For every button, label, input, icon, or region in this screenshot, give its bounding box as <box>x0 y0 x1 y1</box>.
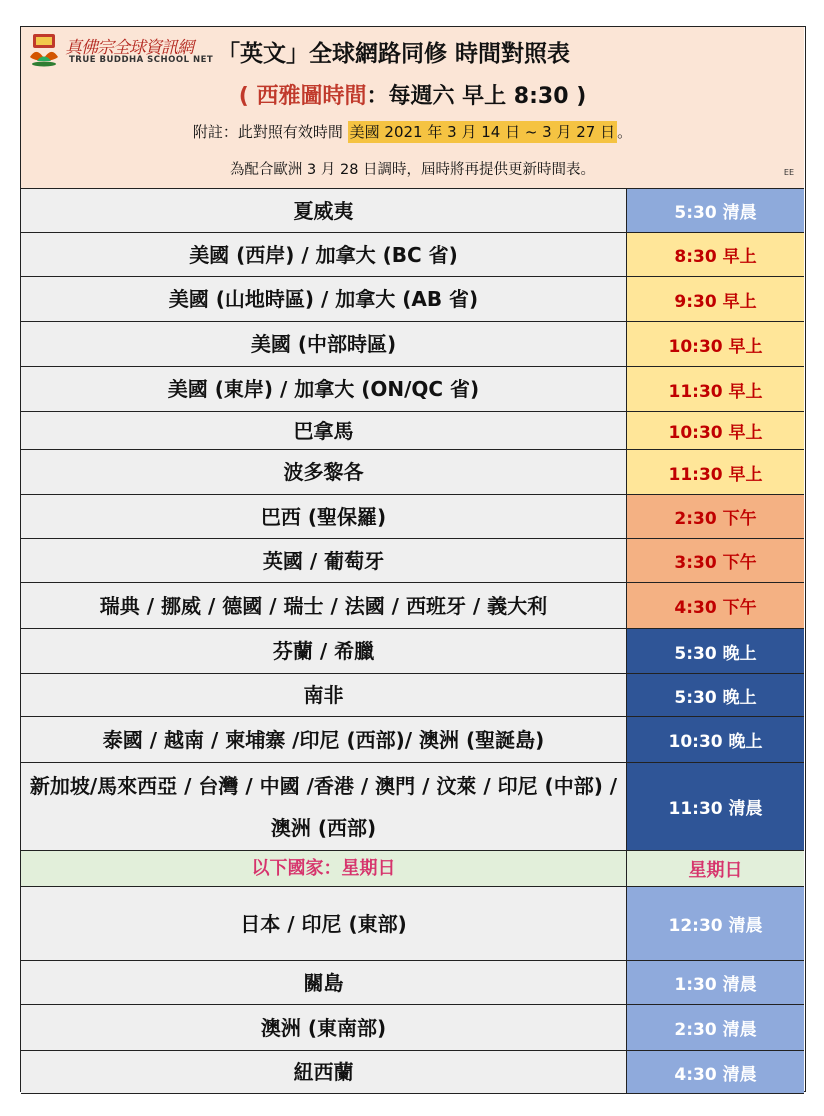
location-cell: 紐西蘭 <box>21 1051 627 1093</box>
table-row <box>21 717 804 763</box>
location-cell: 巴西 (聖保羅) <box>21 495 627 538</box>
table-row <box>21 1051 804 1094</box>
time-cell: 10:30 晚上 <box>627 717 804 762</box>
schedule-subtitle <box>21 79 804 110</box>
location-cell: 巴拿馬 <box>21 412 627 449</box>
table-row <box>21 277 804 322</box>
time-cell: 5:30 晚上 <box>627 629 804 673</box>
location-cell: 日本 / 印尼 (東部) <box>21 887 627 960</box>
location-cell: 澳洲 (東南部) <box>21 1005 627 1050</box>
time-cell: 9:30 早上 <box>627 277 804 321</box>
table-row <box>21 961 804 1005</box>
time-cell: 8:30 早上 <box>627 233 804 276</box>
sunday-divider-row <box>21 851 804 887</box>
time-cell: 4:30 下午 <box>627 583 804 628</box>
location-cell: 以下國家：星期日 <box>21 851 627 886</box>
subtitle-close-paren: ) <box>576 84 587 109</box>
location-cell: 南非 <box>21 674 627 716</box>
time-cell: 5:30 清晨 <box>627 189 804 232</box>
time-cell: 星期日 <box>627 851 804 886</box>
location-cell: 美國 (山地時區) / 加拿大 (AB 省) <box>21 277 627 321</box>
location-cell: 波多黎各 <box>21 450 627 494</box>
location-cell: 美國 (東岸) / 加拿大 (ON/QC 省) <box>21 367 627 411</box>
location-cell: 泰國 / 越南 / 柬埔寨 /印尼 (西部)/ 澳洲 (聖誕島) <box>21 717 627 762</box>
location-cell: 芬蘭 / 希臘 <box>21 629 627 673</box>
validity-note-suffix: 。 <box>617 123 633 141</box>
time-cell: 10:30 早上 <box>627 322 804 366</box>
location-cell: 英國 / 葡萄牙 <box>21 539 627 582</box>
table-row <box>21 1005 804 1051</box>
table-row <box>21 450 804 495</box>
dst-update-note: 為配合歐洲 3 月 28 日調時，屆時將再提供更新時間表。 <box>229 162 596 178</box>
table-row <box>21 233 804 277</box>
time-cell: 1:30 清晨 <box>627 961 804 1004</box>
location-cell: 瑞典 / 挪威 / 德國 / 瑞士 / 法國 / 西班牙 / 義大利 <box>21 583 627 628</box>
time-cell: 11:30 清晨 <box>627 763 804 850</box>
lotus-emblem-icon <box>27 31 61 67</box>
logo-english-text: TRUE BUDDHA SCHOOL NET <box>69 55 214 65</box>
validity-note <box>21 121 804 142</box>
location-cell: 新加坡/馬來西亞 / 台灣 / 中國 /香港 / 澳門 / 汶萊 / 印尼 (中部) / 澳洲 (西部) <box>21 763 627 850</box>
validity-note-prefix: 附註：此對照有效時間 <box>192 123 343 141</box>
time-cell: 4:30 清晨 <box>627 1051 804 1093</box>
location-cell: 美國 (中部時區) <box>21 322 627 366</box>
logo <box>27 31 227 69</box>
time-cell: 10:30 早上 <box>627 412 804 449</box>
location-cell: 關島 <box>21 961 627 1004</box>
time-cell: 2:30 清晨 <box>627 1005 804 1050</box>
table-row <box>21 322 804 367</box>
validity-date-range: 美國 2021 年 3 月 14 日 ~ 3 月 27 日 <box>349 123 616 141</box>
logo-chinese-text: 真佛宗全球資訊網 <box>65 38 193 58</box>
time-cell: 11:30 早上 <box>627 367 804 411</box>
table-row <box>21 763 804 851</box>
corner-mark: EE <box>783 168 794 177</box>
table-row <box>21 539 804 583</box>
table-row <box>21 674 804 717</box>
page-title: 「英文」全球網路同修 時間對照表 <box>217 41 571 67</box>
location-cell: 夏威夷 <box>21 189 627 232</box>
table-row <box>21 495 804 539</box>
subtitle-seattle-time: 西雅圖時間 <box>256 84 367 109</box>
time-cell: 3:30 下午 <box>627 539 804 582</box>
location-cell: 美國 (西岸) / 加拿大 (BC 省) <box>21 233 627 276</box>
header <box>21 27 804 189</box>
time-cell: 12:30 清晨 <box>627 887 804 960</box>
time-cell: 5:30 晚上 <box>627 674 804 716</box>
table-row <box>21 629 804 674</box>
subtitle-weekly-time: ：每週六 早上 8:30 <box>366 84 569 109</box>
table-row <box>21 412 804 450</box>
table-row <box>21 887 804 961</box>
time-table-sheet <box>20 26 806 1092</box>
time-cell: 2:30 下午 <box>627 495 804 538</box>
time-cell: 11:30 早上 <box>627 450 804 494</box>
table-row <box>21 367 804 412</box>
table-row <box>21 189 804 233</box>
subtitle-open-paren: ( <box>238 84 249 109</box>
table-row <box>21 583 804 629</box>
